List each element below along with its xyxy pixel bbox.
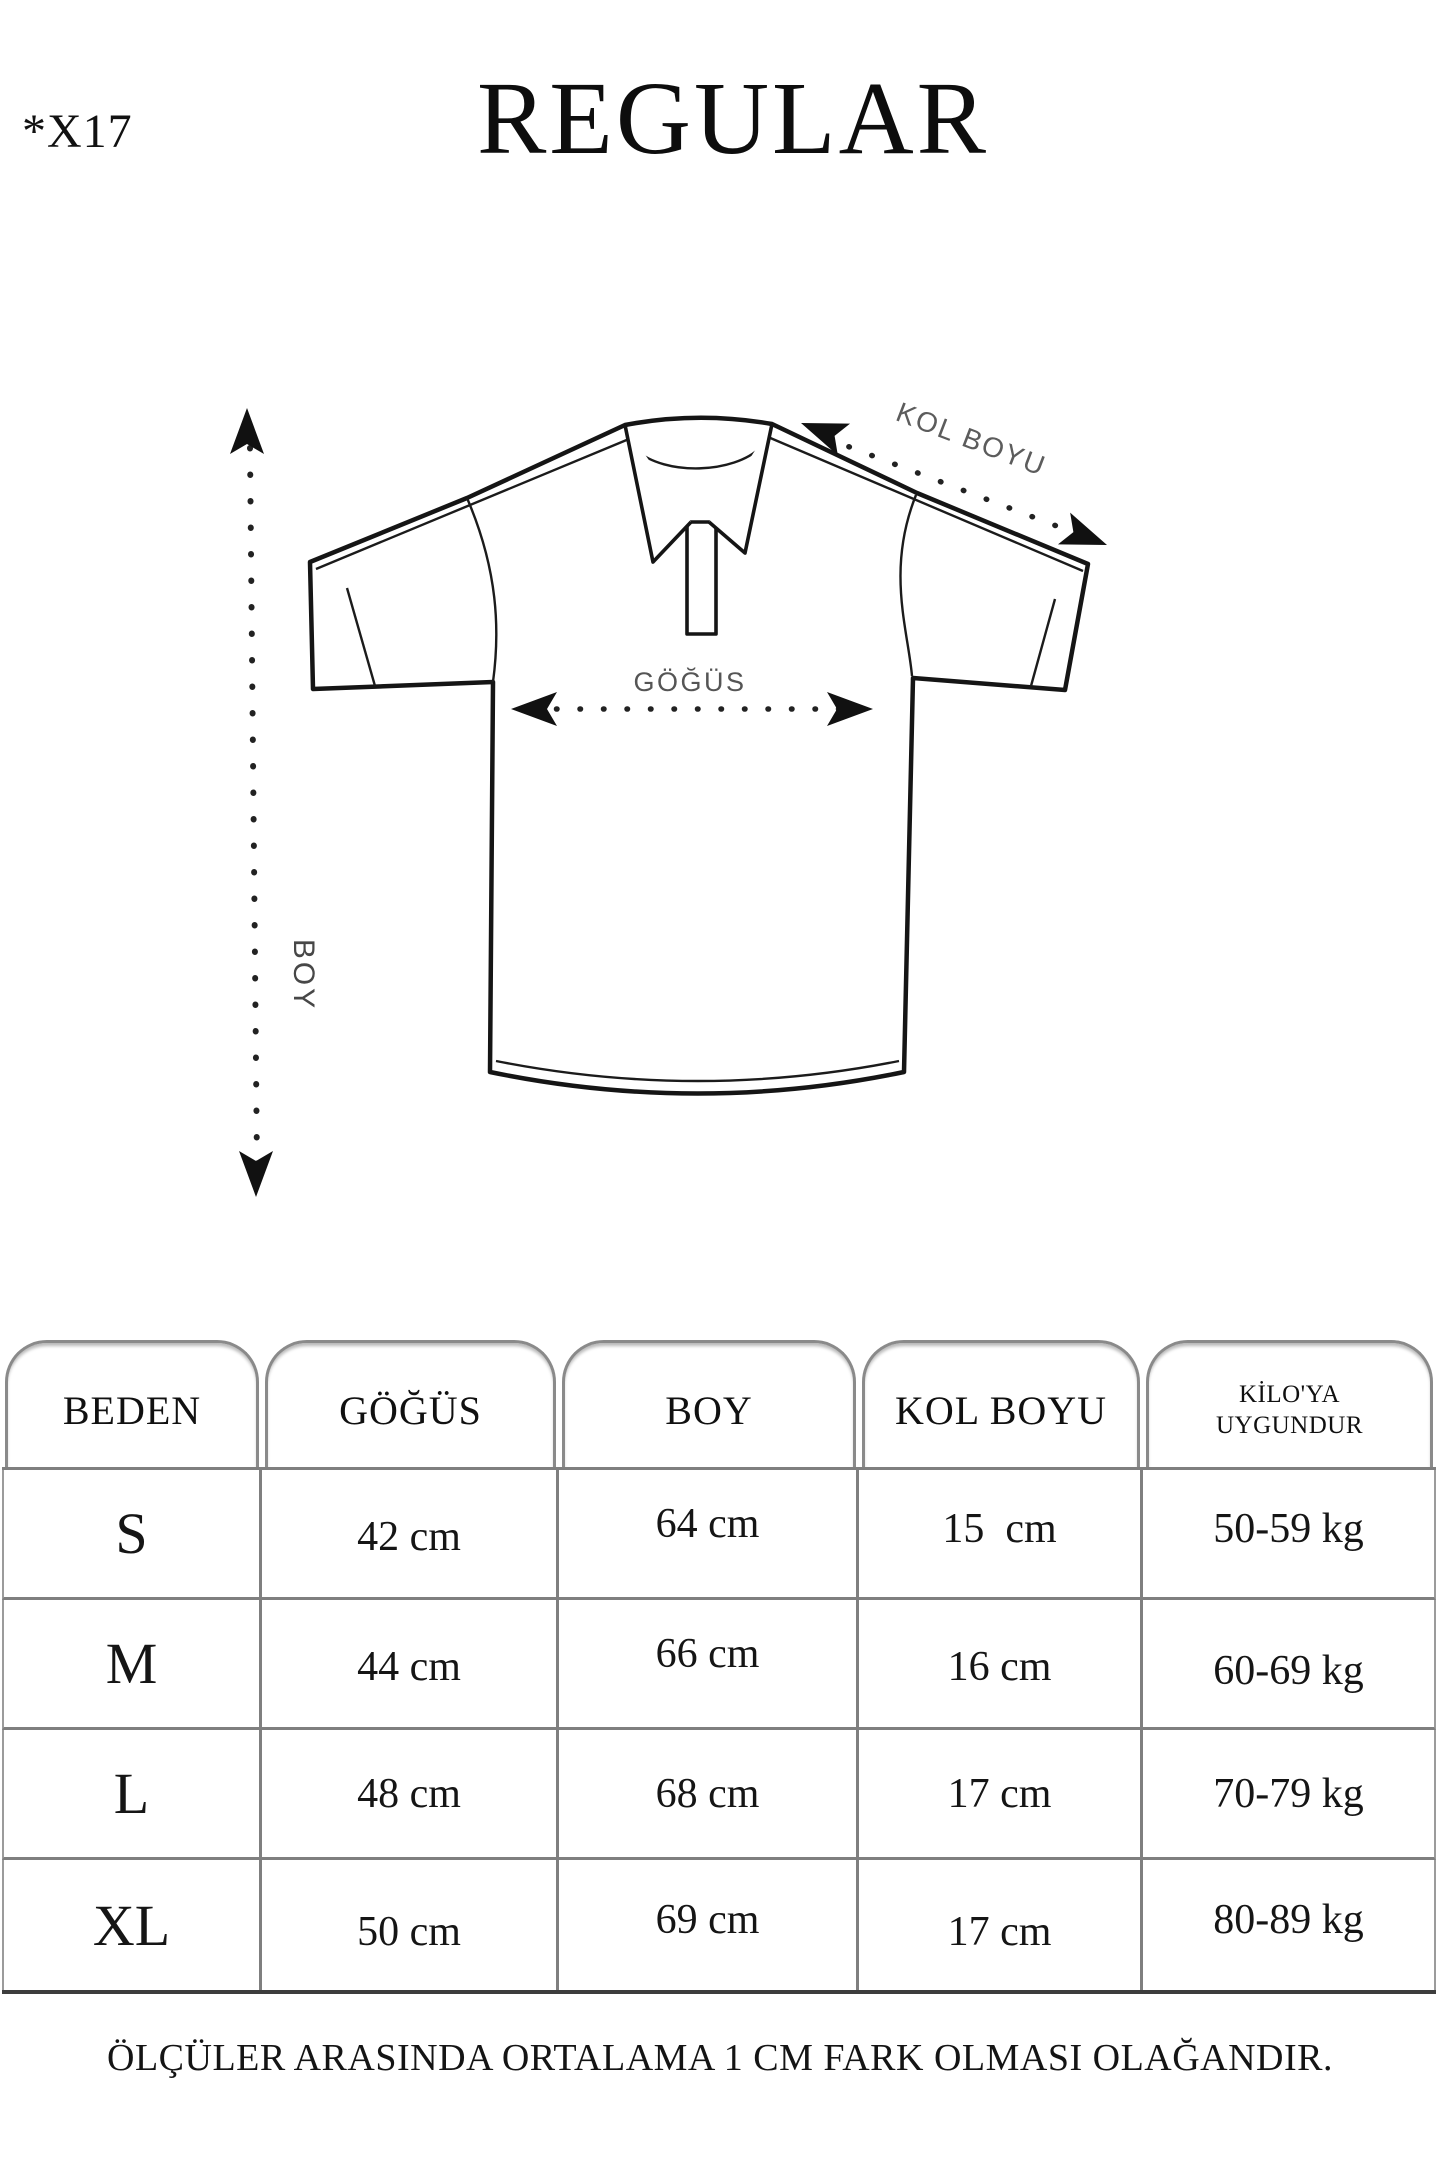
- table-cell-length: 66 cm: [559, 1600, 859, 1730]
- shirt-outline: [310, 418, 1088, 1094]
- header-tab: [1146, 1340, 1433, 1467]
- table-cell-chest: 42 cm: [262, 1470, 559, 1600]
- size-table: [2, 1338, 1436, 1994]
- header-tab: [5, 1340, 259, 1467]
- table-cell-sleeve: 15 cm: [859, 1470, 1143, 1600]
- table-cell-weight: 50-59 kg: [1143, 1470, 1436, 1600]
- table-cell-length: 68 cm: [559, 1730, 859, 1860]
- kol-boyu-label: KOL BOYU: [892, 396, 1051, 482]
- table-cell-sleeve: 17 cm: [859, 1860, 1143, 1990]
- table-cell-length: 69 cm: [559, 1860, 859, 1990]
- measurement-disclaimer: ÖLÇÜLER ARASINDA ORTALAMA 1 CM FARK OLMASI OLAĞANDIR.: [107, 2037, 1333, 2079]
- table-cell-size: XL: [2, 1860, 262, 1990]
- table-cell-size: S: [2, 1470, 262, 1600]
- table-cell-weight: 70-79 kg: [1143, 1730, 1436, 1860]
- column-header-beden: [2, 1338, 262, 1470]
- table-cell-sleeve: 17 cm: [859, 1730, 1143, 1860]
- column-header-kol-boyu: [859, 1338, 1143, 1470]
- header-tab: [862, 1340, 1140, 1467]
- table-cell-length: 64 cm: [559, 1470, 859, 1600]
- column-header-label: GÖĞÜS: [339, 1387, 482, 1433]
- header-tab: [562, 1340, 856, 1467]
- column-header-label: BEDEN: [62, 1387, 202, 1433]
- table-cell-weight: 60-69 kg: [1143, 1600, 1436, 1730]
- boy-measure: [230, 408, 320, 1197]
- column-header-kiloya-uygundur: [1143, 1338, 1436, 1470]
- column-header-label: KOL BOYU: [894, 1387, 1108, 1433]
- table-cell-sleeve: 16 cm: [859, 1600, 1143, 1730]
- shirt-measurement-diagram: [150, 270, 1150, 1280]
- column-header-label: BOY: [665, 1387, 753, 1433]
- table-cell-weight: 80-89 kg: [1143, 1860, 1436, 1990]
- column-header-boy: [559, 1338, 859, 1470]
- page-title: REGULAR: [476, 61, 990, 176]
- header-tab: [265, 1340, 556, 1467]
- table-cell-chest: 50 cm: [262, 1860, 559, 1990]
- product-code: *X17: [22, 105, 133, 158]
- table-cell-chest: 48 cm: [262, 1730, 559, 1860]
- column-header-gogus: [262, 1338, 559, 1470]
- column-header-label: KİLO'YA UYGUNDUR: [1215, 1380, 1364, 1439]
- table-cell-size: L: [2, 1730, 262, 1860]
- polo-shirt-drawing: [150, 270, 1150, 1280]
- boy-label: BOY: [287, 938, 320, 1012]
- gogus-label: GÖĞÜS: [633, 667, 747, 697]
- table-cell-chest: 44 cm: [262, 1600, 559, 1730]
- table-cell-size: M: [2, 1600, 262, 1730]
